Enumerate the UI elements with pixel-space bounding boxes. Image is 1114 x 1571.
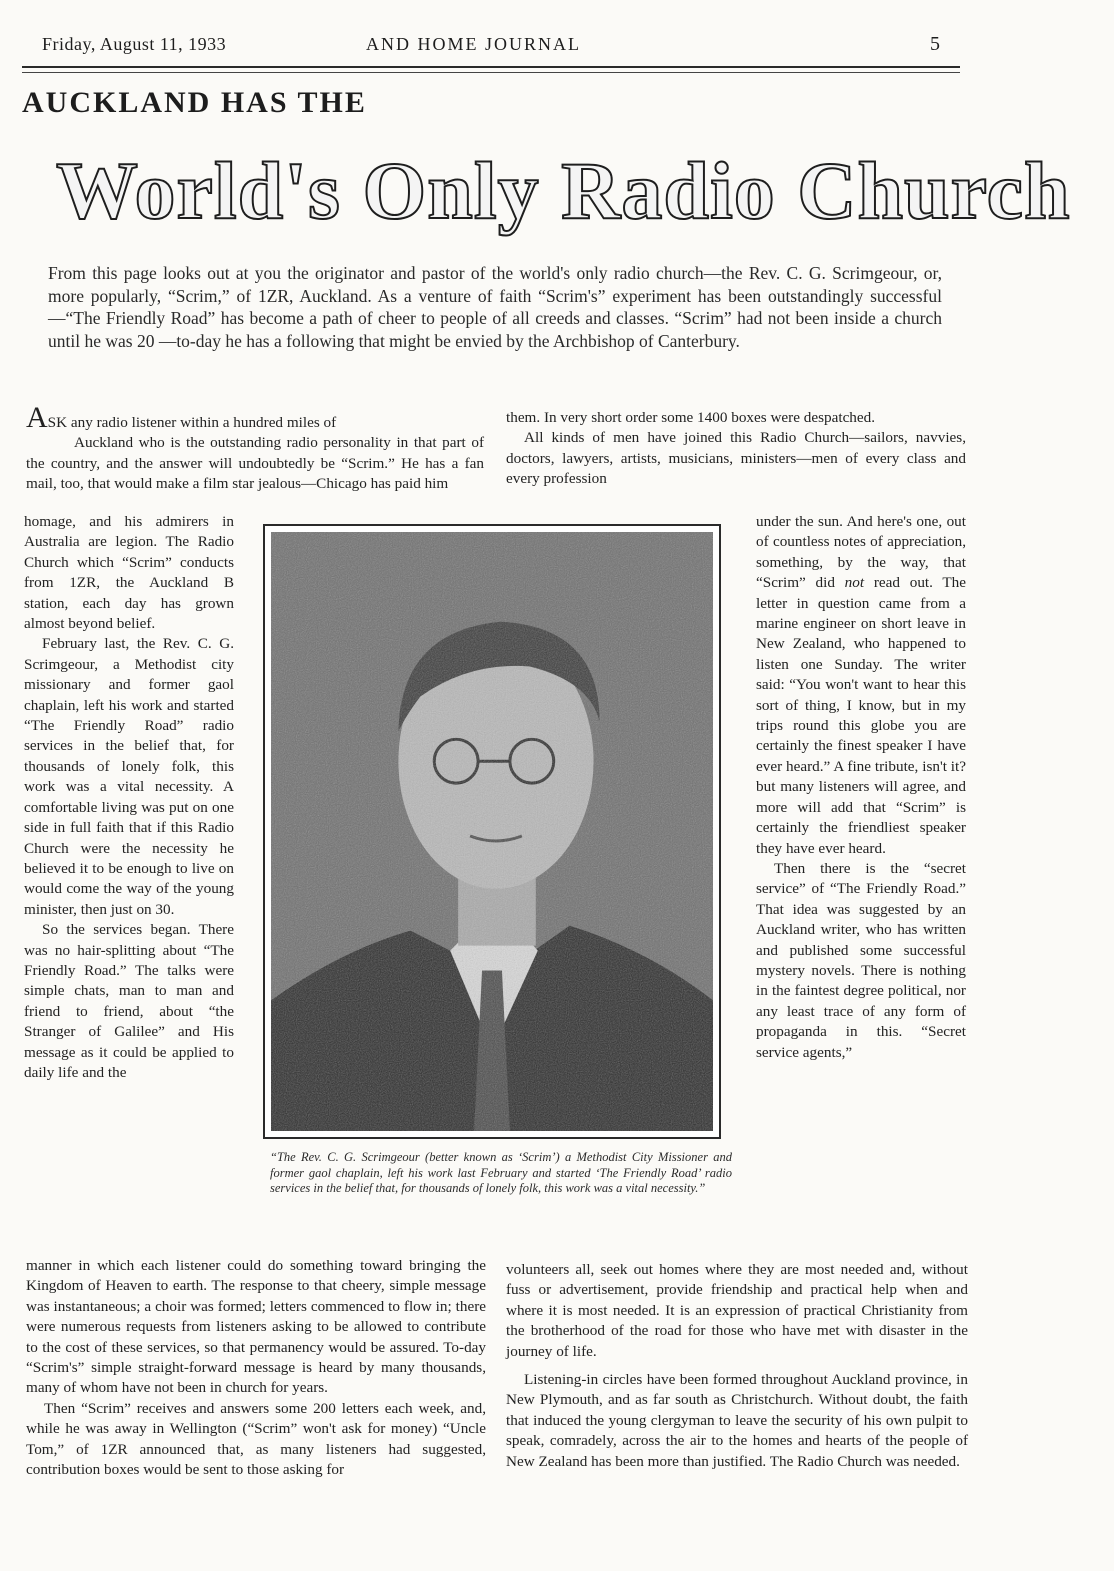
paragraph-boxes: them. In very short order some 1400 boxes were despatched.	[506, 409, 876, 426]
right-top-column	[506, 408, 966, 490]
kicker-headline: AUCKLAND HAS THE	[22, 86, 367, 119]
header-rule-thin	[22, 72, 960, 73]
paragraph-homage: homage, and his admirers in Australia are legion. The Radio Church which “Scrim” conducts from 1ZR, the Auckland B station, each day has grown almost beyond belief.	[24, 513, 234, 633]
paragraph-secret-service: Then there is the “secret service” of “The Friendly Road.” That idea was suggested by an Auckland writer, who has written and published some successful mystery novels. There is nothing in the faintest degree political, nor any least trace of any form of propaganda in this. “Secret service agents,”	[756, 859, 966, 1061]
paragraph-response: manner in which each listener could do something toward bringing the Kingdom of Heaven to earth. The response to that cheery, simple message was instantaneous; a choir was formed; letters commenced to flow in; there were numerous requests from listeners asking to be allowed to contribute to the cost of these services, so that permanency would be assured. To-day “Scrim's” simple straight-forward message is heard by many thousands, many of whom have not been in church for years.	[26, 1257, 486, 1397]
left-narrow-column	[24, 512, 234, 1083]
drop-cap: A	[26, 401, 48, 434]
paragraph-letters: Then “Scrim” receives and answers some 200 letters each week, and, while he was away in Wellington (“Scrim” won't ask for money) “Uncle Tom,” of 1ZR announced that, as many listeners had suggested, contribution boxes would be sent to those asking for	[26, 1399, 486, 1479]
right-narrow-column	[756, 512, 966, 1063]
paragraph-all-kinds: All kinds of men have joined this Radio Church—sailors, navvies, doctors, lawyers, artists, musicians, ministers—men of every class and every profession	[506, 429, 966, 488]
right-wide-column	[506, 1260, 968, 1472]
intro-text-b: Auckland who is the outstanding radio personality in that part of the country, and the answer will undoubtedly be “Scrim.” He has a fan mail, too, that would make a film star jealous—Chicago has paid him	[26, 434, 484, 493]
appreciation-text-b: read out. The letter in question came from a marine engineer on short leave in New Zealand, who happened to listen one Sunday. The writer said: “You won't want to hear this sort of thing, I know, but in my trips round this globe you are certainly the finest speaker I have ever heard.” A fine tribute, isn't it? but many listeners will agree, and more will add that “Scrim” is certainly the friendliest speaker they have ever heard.	[756, 574, 967, 857]
header-rule	[22, 66, 960, 68]
appreciation-emphasis: not	[844, 574, 865, 592]
portrait-illustration	[271, 532, 713, 1131]
portrait-photo	[263, 524, 721, 1139]
paragraph-appreciation	[756, 512, 966, 859]
issue-date: Friday, August 11, 1933	[42, 34, 227, 54]
appreciation-text-a: under the sun. And here's one, out of countless notes of appreciation, something, by the way, that “Scrim” did	[756, 513, 966, 592]
paragraph-volunteers: volunteers all, seek out homes where they are most needed and, without fuss or advertisement, provide friendship and practical help when and where it is most needed. It is an expression of practical Christianity from the brotherhood of the road for those who have met with disaster in the journey of life.	[506, 1261, 968, 1360]
standfirst-paragraph: From this page looks out at you the originator and pastor of the world's only radio church—the Rev. C. G. Scrimgeour, or, more popularly, “Scrim,” of 1ZR, Auckland. As a venture of faith “Scrim's” experiment has been outstandingly successful—“The Friendly Road” has become a path of cheer to people of all creeds and classes. “Scrim” had not been inside a church until he was 20 —to-day he has a following that might be envied by the Archbishop of Canterbury.	[48, 263, 942, 351]
left-wide-column	[26, 1256, 486, 1480]
page-number: 5	[930, 33, 940, 55]
portrait-image	[271, 532, 713, 1131]
paragraph-services-began: So the services began. There was no hair-splitting about “The Friendly Road.” The talks were simple chats, man to man and friend to friend, about “the Stranger of Galilee” and His message as it could be applied to daily life and the	[24, 921, 234, 1081]
paragraph-february: February last, the Rev. C. G. Scrimgeour, a Methodist city missionary and former gaol chaplain, left his work and started “The Friendly Road” radio services in the belief that, for thousands of lonely folk, this work was a vital necessity. A comfortable living was put on one side in full faith that if this Radio Church were the necessity he believed it to be enough to live on would come the way of the young minister, then just on 30.	[24, 635, 234, 918]
publication-name: AND HOME JOURNAL	[366, 34, 581, 54]
paragraph-listening-circles: Listening-in circles have been formed throughout Auckland province, in New Plymouth, and as far south as Christchurch. Without doubt, the faith that induced the young clergyman to leave the security of his own pulpit to speak, comradely, across the air to the homes and hearts of the people of New Zealand has been more than justified. The Radio Church was needed.	[506, 1371, 968, 1470]
photo-caption: “The Rev. C. G. Scrimgeour (better known as ‘Scrim’) a Methodist City Missioner and former gaol chaplain, left his work last February and started ‘The Friendly Road’ radio services in the belief that, for thousands of lonely folk, this work was a vital necessity.”	[270, 1150, 732, 1195]
main-headline: World's Only Radio Church	[56, 145, 1071, 236]
intro-text-a: SK any radio listener within a hundred miles of	[47, 414, 337, 431]
left-intro	[26, 401, 484, 495]
